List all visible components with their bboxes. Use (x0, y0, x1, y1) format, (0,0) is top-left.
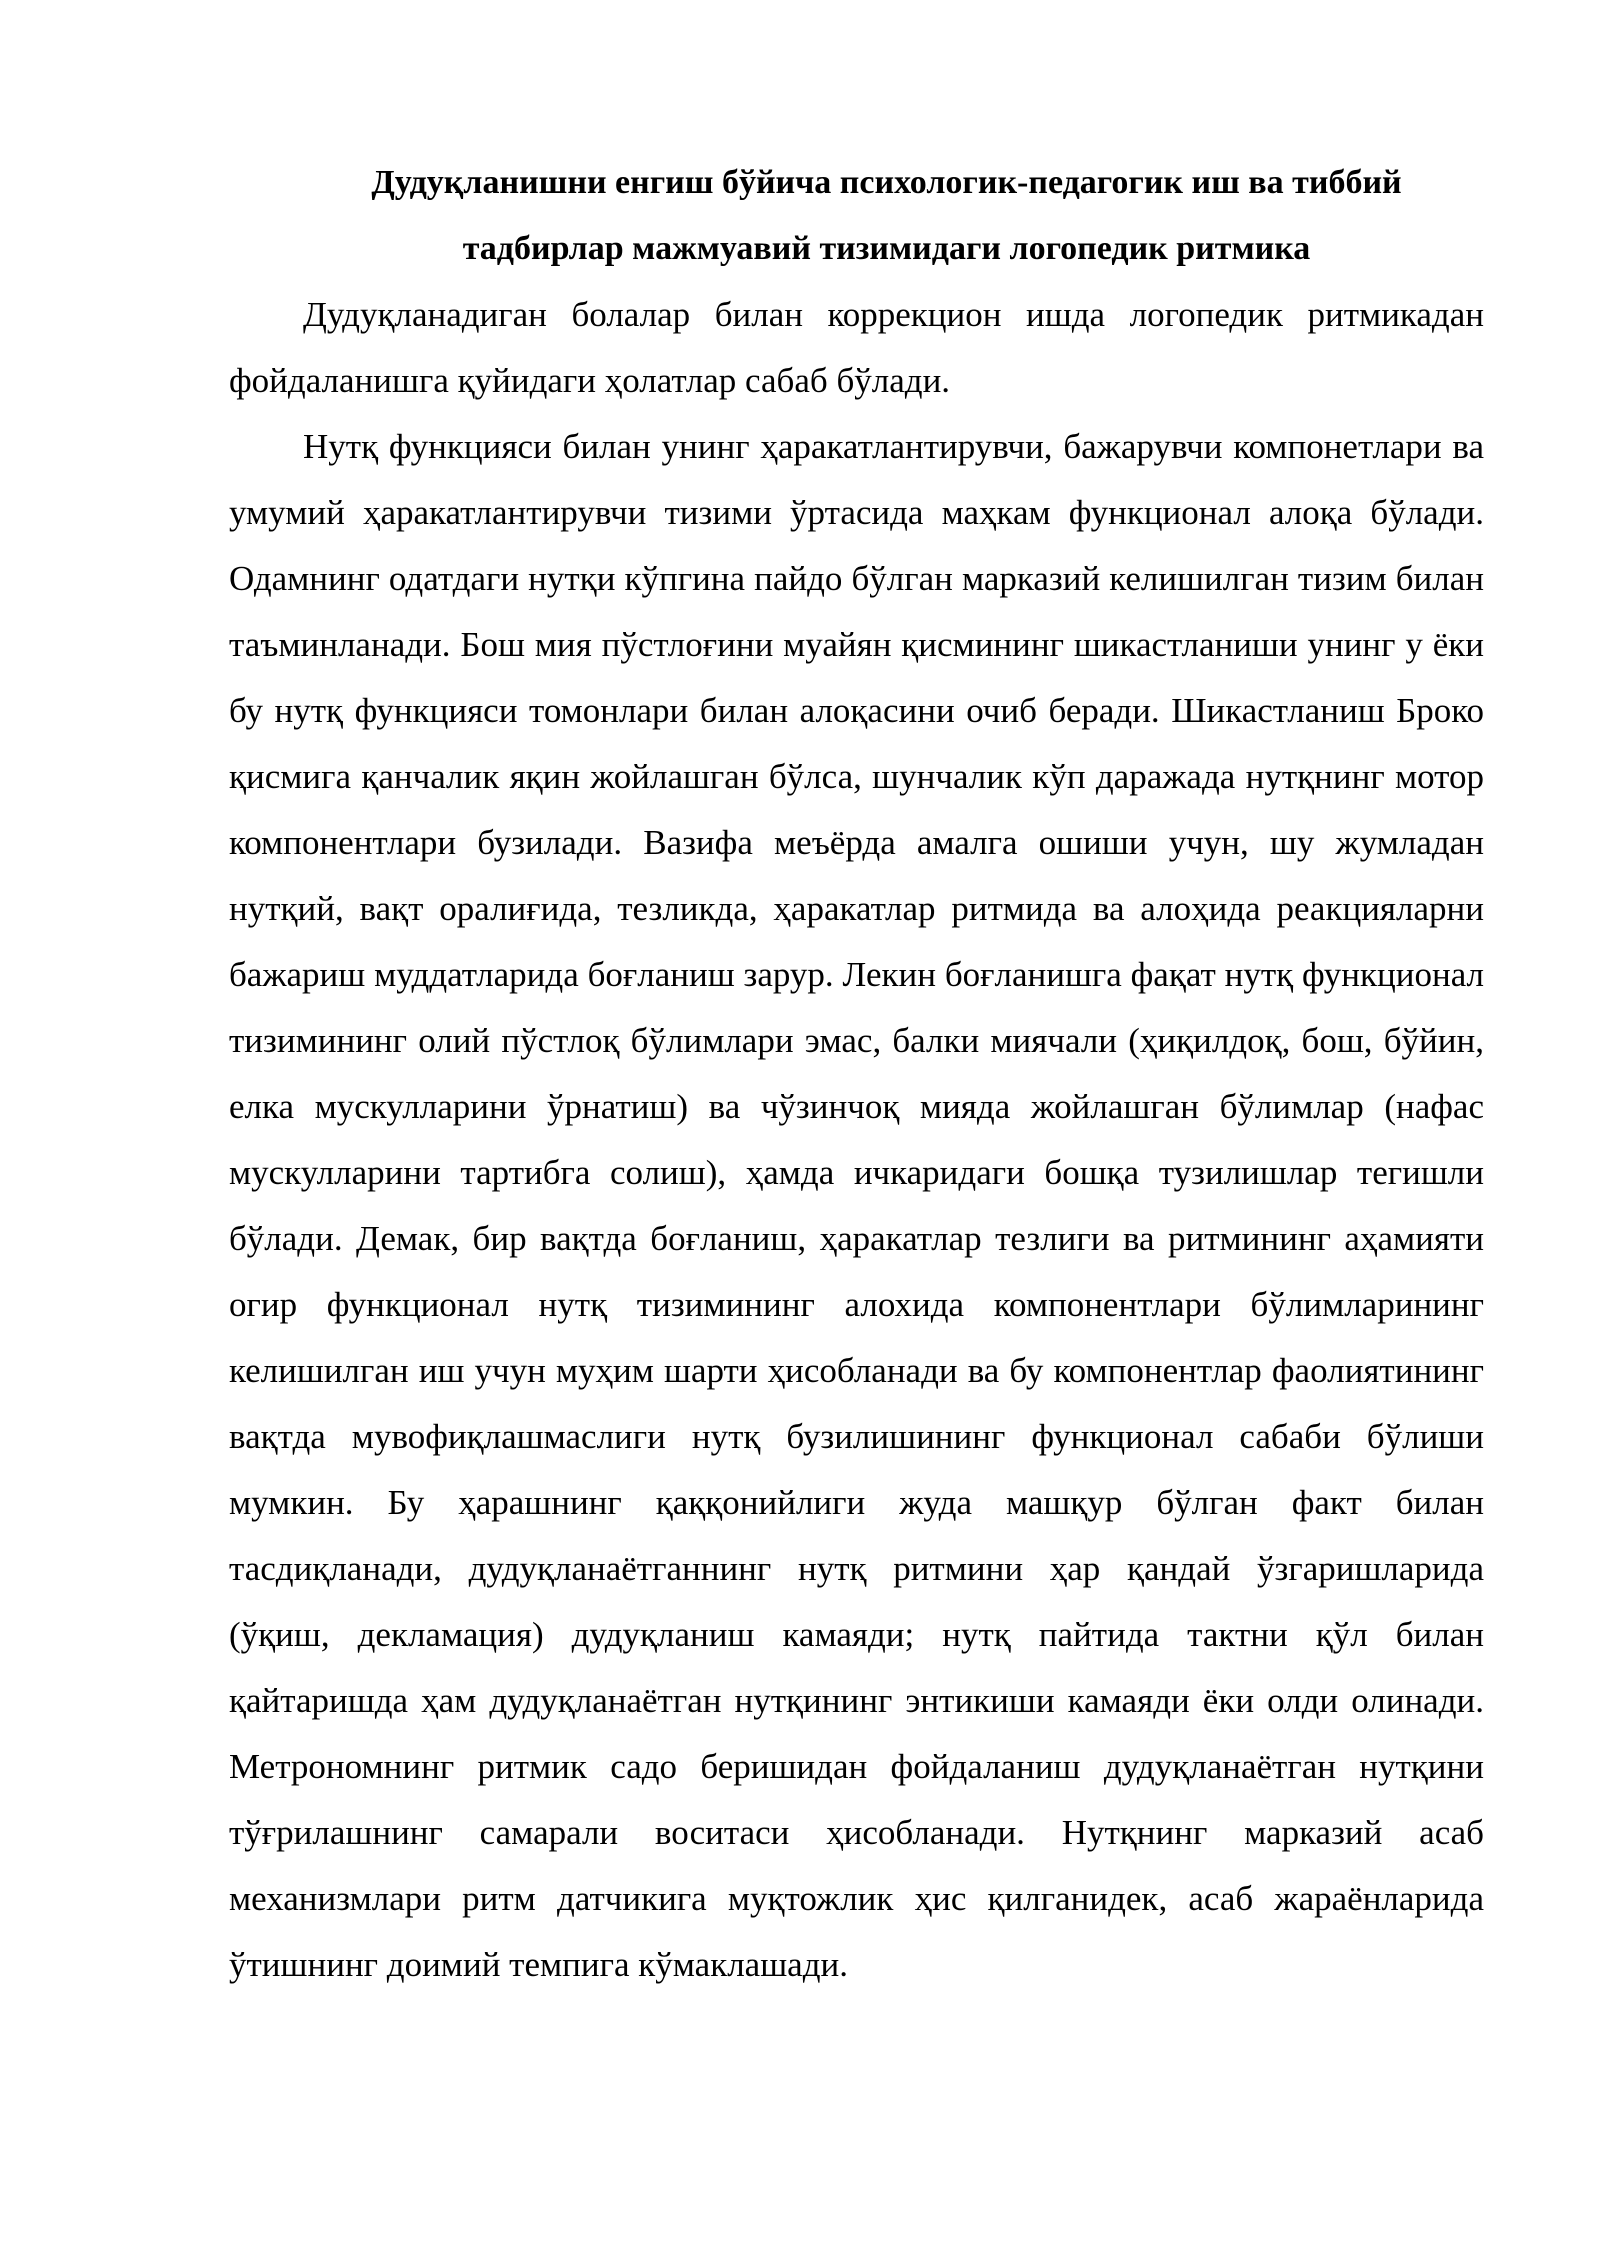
paragraph-main: Нутқ функцияси билан унинг ҳаракатлантирувчи, бажарувчи компонетлари ва умумий ҳаракатлантирувчи тизими ўртасида маҳкам функционал алоқа бўлади. Одамнинг одатдаги нутқи кўпгина пайдо бўлган марказий келишилган тизим билан таъминланади. Бош мия пўстлоғини муайян қисмининг шикастланиши унинг у ёки бу нутқ функцияси томонлари билан алоқасини очиб беради. Шикастланиш Броко қисмига қанчалик яқин жойлашган бўлса, шунчалик кўп даражада нутқнинг мотор компонентлари бузилади. Вазифа меъёрда амалга ошиши учун, шу жумладан нутқий, вақт оралиғида, тезликда, ҳаракатлар ритмида ва алоҳида реакцияларни бажариш муддатларида боғланиш зарур. Лекин боғланишга фақат нутқ функционал тизимининг олий пўстлоқ бўлимлари эмас, балки миячали (ҳиқилдоқ, бош, бўйин, елка мускулларини ўрнатиш) ва чўзинчоқ мияда жойлашган бўлимлар (нафас мускулларини тартибга солиш), ҳамда ичкаридаги бошқа тузилишлар тегишли бўлади. Демак, бир вақтда боғланиш, ҳаракатлар тезлиги ва ритмининг аҳамияти огир функционал нутқ тизимининг алохида компонентлари бўлимларининг келишилган иш учун муҳим шарти ҳисобланади ва бу компонентлар фаолиятининг вақтда мувофиқлашмаслиги нутқ бузилишининг функционал сабаби бўлиши мумкин. Бу ҳарашнинг қаққонийлиги жуда машқур бўлган факт билан тасдиқланади, дудуқланаётганнинг нутқ ритмини ҳар қандай ўзгаришларида (ўқиш, декламация) дудуқланиш камаяди; нутқ пайтида тактни қўл билан қайтаришда ҳам дудуқланаётган нутқининг энтикиши камаяди ёки олди олинади. Метрономнинг ритмик садо беришидан фойдаланиш дудуқланаётган нутқини тўғрилашнинг самарали воситаси ҳисобланади. Нутқнинг марказий асаб механизмлари ритм датчикига муқтожлик ҳис қилганидек, асаб жараёнларида ўтишнинг доимий темпига кўмаклашади. (229, 427, 1484, 1984)
document-body (229, 150, 1484, 1998)
title-line-1: Дудуқланишни енгиш бўйича психологик-педагогик иш ва тиббий (371, 164, 1402, 201)
title-line-2: тадбирлар мажмуавий тизимидаги логопедик ритмика (462, 230, 1311, 267)
document-title (229, 150, 1484, 282)
paragraph-intro: Дудуқланадиган болалар билан коррекцион ишда логопедик ритмикадан фойдаланишга қуйидаги ҳолатлар сабаб бўлади. (229, 295, 1484, 400)
